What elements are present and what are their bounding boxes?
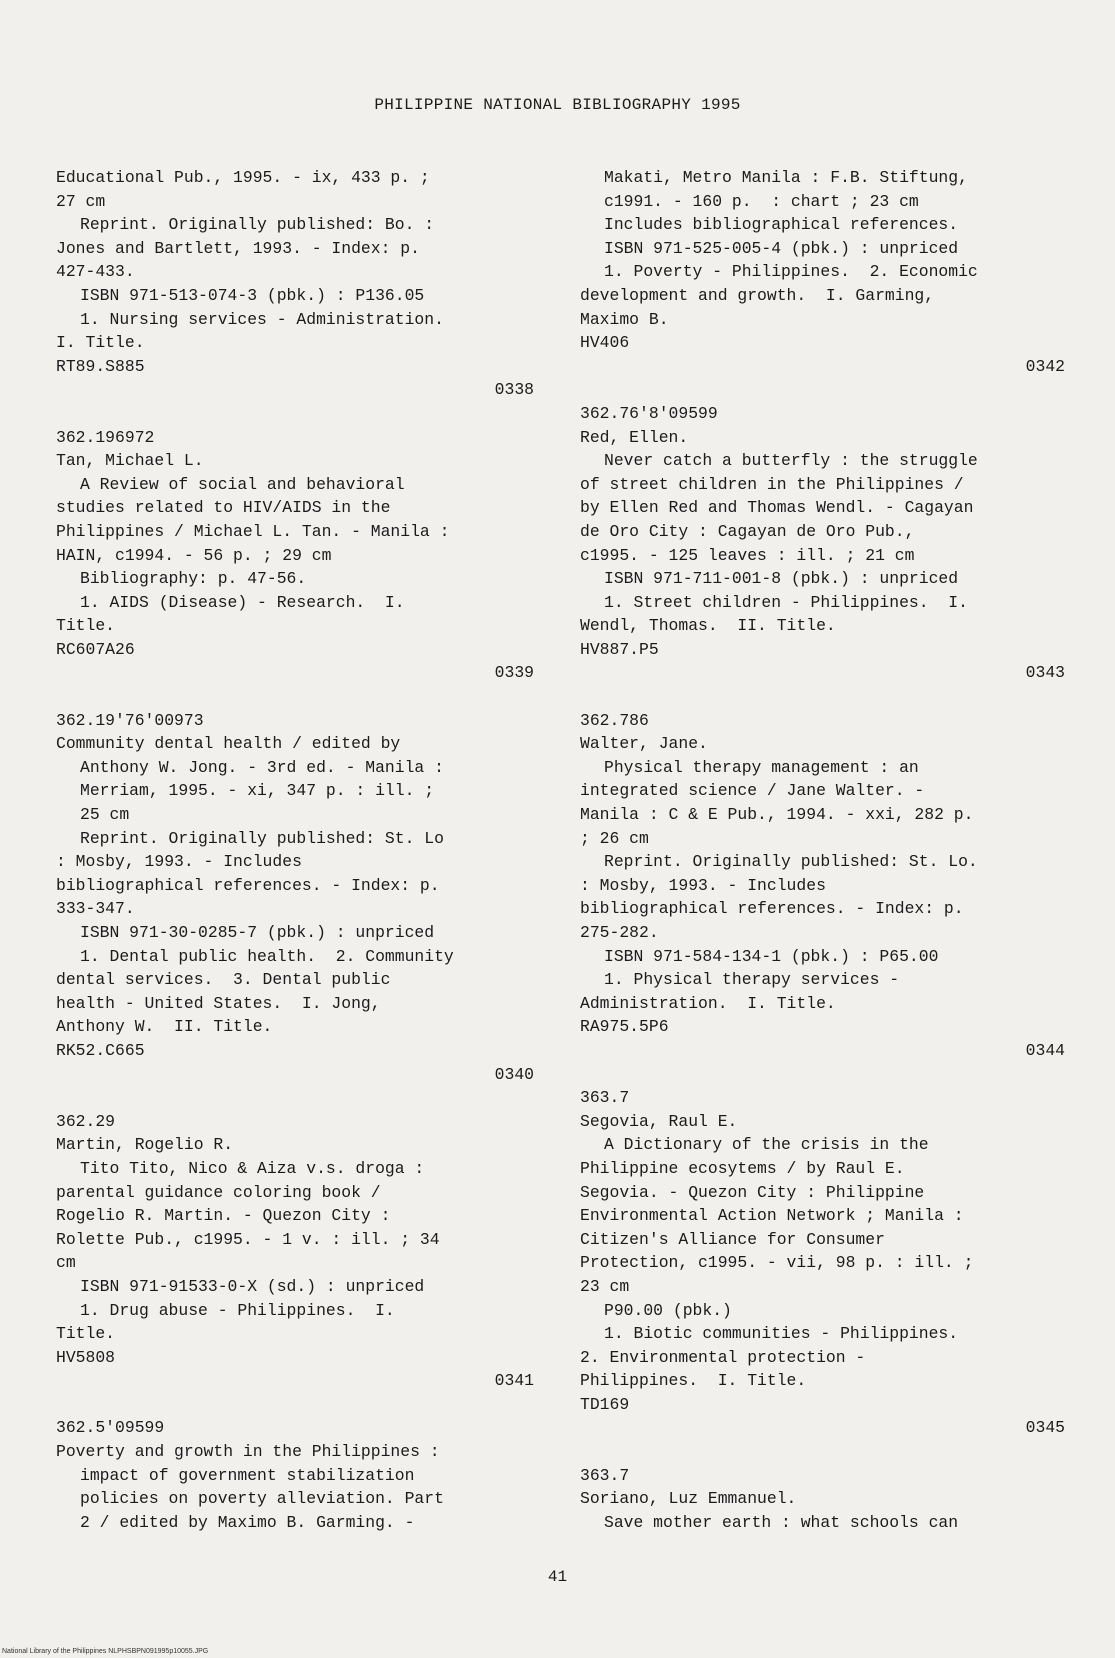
entry-line: RK52.C665 xyxy=(56,1040,145,1060)
entry-line: I. Title. xyxy=(56,333,145,353)
entry-line: Citizen's Alliance for Consumer xyxy=(580,1229,885,1249)
entry-line: bibliographical references. - Index: p. xyxy=(56,875,440,895)
entry-line: bibliographical references. - Index: p. xyxy=(580,899,964,919)
entry-line: 363.7 xyxy=(580,1465,630,1485)
entry-line: Red, Ellen. xyxy=(580,427,689,447)
entry-line: HV5808 xyxy=(56,1347,116,1367)
entry-line: HV887.P5 xyxy=(580,639,659,659)
entry-line: Tito Tito, Nico & Aiza v.s. droga : xyxy=(80,1158,425,1178)
entry-line: 1. Poverty - Philippines. 2. Economic xyxy=(604,262,978,282)
entry-line: Poverty and growth in the Philippines : xyxy=(56,1442,440,1462)
entry-line: 362.196972 xyxy=(56,427,155,447)
entry-line: c1991. - 160 p. : chart ; 23 cm xyxy=(604,191,919,211)
entry-line: Segovia, Raul E. xyxy=(580,1111,738,1131)
entry-gap xyxy=(580,1440,1065,1464)
entry-number: 0342 xyxy=(1025,356,1065,376)
entry-line: ISBN 971-584-134-1 (pbk.) : P65.00 xyxy=(604,946,939,966)
entry-line: 362.76'8'09599 xyxy=(580,403,718,423)
entry-line: Bibliography: p. 47-56. xyxy=(80,569,307,589)
entry-line: Wendl, Thomas. II. Title. xyxy=(580,616,836,636)
entry-line: Never catch a butterfly : the struggle xyxy=(604,451,978,471)
entry-line: Educational Pub., 1995. - ix, 433 p. ; xyxy=(56,168,430,187)
page-header: PHILIPPINE NATIONAL BIBLIOGRAPHY 1995 xyxy=(374,96,741,114)
entry-line: development and growth. I. Garming, xyxy=(580,285,935,305)
entry-line: Includes bibliographical references. xyxy=(604,215,959,235)
entry-line: Protection, c1995. - vii, 98 p. : ill. ; xyxy=(580,1253,974,1273)
entry-number: 0344 xyxy=(1025,1040,1065,1060)
entry-line: Martin, Rogelio R. xyxy=(56,1135,234,1155)
entry-line: A Review of social and behavioral xyxy=(80,474,405,494)
entry-number: 0340 xyxy=(494,1064,534,1084)
entry-line: Maximo B. xyxy=(580,309,669,329)
entry-line: Soriano, Luz Emmanuel. xyxy=(580,1489,797,1509)
footer-credit: National Library of the Philippines NLPHSBPN091995p10055.JPG xyxy=(2,1648,209,1655)
entry-line: Rolette Pub., c1995. - 1 v. : ill. ; 34 xyxy=(56,1229,440,1249)
right-column xyxy=(580,166,1065,1534)
entry-line: RA975.5P6 xyxy=(580,1017,669,1037)
entry-line: Community dental health / edited by xyxy=(56,734,401,754)
entry-line: Merriam, 1995. - xi, 347 p. : ill. ; xyxy=(80,781,435,801)
entry-number: 0345 xyxy=(1025,1418,1065,1438)
entry-line: Makati, Metro Manila : F.B. Stiftung, xyxy=(604,168,968,187)
entry-line: studies related to HIV/AIDS in the xyxy=(56,498,391,518)
entry-number: 0341 xyxy=(494,1371,534,1391)
entry-line: 333-347. xyxy=(56,899,135,919)
entry-line: 2. Environmental protection - xyxy=(580,1347,866,1367)
entry-line: Reprint. Originally published: Bo. : xyxy=(80,215,435,235)
left-column xyxy=(56,166,534,1534)
entry-line: 275-282. xyxy=(580,923,659,942)
entry-line: 362.786 xyxy=(580,710,649,730)
entry-line: : Mosby, 1993. - Includes xyxy=(580,875,826,895)
entry-number: 0338 xyxy=(494,380,534,400)
entry-line: Philippines / Michael L. Tan. - Manila : xyxy=(56,521,450,541)
entry-gap xyxy=(56,402,534,426)
entry-gap xyxy=(580,378,1065,402)
entry-line: Save mother earth : what schools can xyxy=(604,1512,959,1532)
entry-line: de Oro City : Cagayan de Oro Pub., xyxy=(580,521,915,541)
entry-gap xyxy=(580,685,1065,709)
entry-line: Jones and Bartlett, 1993. - Index: p. xyxy=(56,238,420,258)
entry-line: Manila : C & E Pub., 1994. - xxi, 282 p. xyxy=(580,805,974,825)
entry-line: 363.7 xyxy=(580,1088,630,1108)
entry-line: Administration. I. Title. xyxy=(580,993,836,1013)
entry-line: 1. Street children - Philippines. I. xyxy=(604,592,968,612)
entry-line: 1. Nursing services - Administration. xyxy=(80,309,444,329)
entry-line: Segovia. - Quezon City : Philippine xyxy=(580,1182,925,1202)
entry-number: 0339 xyxy=(494,663,534,683)
entry-line: policies on poverty alleviation. Part xyxy=(80,1489,444,1509)
entry-line: Tan, Michael L. xyxy=(56,451,204,471)
entry-line: A Dictionary of the crisis in the xyxy=(604,1135,929,1155)
entry-line: HV406 xyxy=(580,333,630,353)
entry-line: Title. xyxy=(56,1324,116,1344)
entry-line: 1. Dental public health. 2. Community xyxy=(80,946,454,966)
entry-line: 1. Physical therapy services - xyxy=(604,970,900,990)
entry-line: 1. AIDS (Disease) - Research. I. xyxy=(80,592,405,612)
entry-line: ISBN 971-513-074-3 (pbk.) : P136.05 xyxy=(80,285,425,305)
entry-line: ISBN 971-525-005-4 (pbk.) : unpriced xyxy=(604,238,959,258)
entry-line: by Ellen Red and Thomas Wendl. - Cagayan xyxy=(580,498,974,518)
entry-gap xyxy=(56,1393,534,1417)
entry-line: 23 cm xyxy=(580,1276,630,1296)
entry-line: ISBN 971-30-0285-7 (pbk.) : unpriced xyxy=(80,923,435,942)
entry-gap xyxy=(56,1086,534,1110)
entry-line: Title. xyxy=(56,616,116,636)
entry-line: ; 26 cm xyxy=(580,828,649,848)
entry-line: Philippine ecosytems / by Raul E. xyxy=(580,1158,905,1178)
entry-line: 1. Biotic communities - Philippines. xyxy=(604,1324,959,1344)
entry-line: 1. Drug abuse - Philippines. I. xyxy=(80,1300,395,1320)
entry-line: HAIN, c1994. - 56 p. ; 29 cm xyxy=(56,545,332,565)
entry-line: Reprint. Originally published: St. Lo. xyxy=(604,852,978,872)
entry-line: integrated science / Jane Walter. - xyxy=(580,781,925,801)
entry-line: Environmental Action Network ; Manila : xyxy=(580,1206,964,1226)
entry-line: 2 / edited by Maximo B. Garming. - xyxy=(80,1512,415,1532)
entry-line: 362.5'09599 xyxy=(56,1418,165,1438)
page-number: 41 xyxy=(547,1568,568,1586)
entry-number: 0343 xyxy=(1025,663,1065,683)
entry-line: : Mosby, 1993. - Includes xyxy=(56,852,302,872)
entry-line: of street children in the Philippines / xyxy=(580,474,964,494)
entry-gap xyxy=(56,685,534,709)
entry-line: Reprint. Originally published: St. Lo xyxy=(80,828,444,848)
entry-line: dental services. 3. Dental public xyxy=(56,970,391,990)
entry-line: 27 cm xyxy=(56,191,106,211)
entry-line: Anthony W. II. Title. xyxy=(56,1017,273,1037)
entry-line: RC607A26 xyxy=(56,639,135,659)
entry-line: cm xyxy=(56,1253,76,1273)
entry-line: health - United States. I. Jong, xyxy=(56,993,381,1013)
entry-line: 427-433. xyxy=(56,262,135,282)
entry-line: ISBN 971-711-001-8 (pbk.) : unpriced xyxy=(604,569,959,589)
entry-line: Rogelio R. Martin. - Quezon City : xyxy=(56,1206,391,1226)
entry-line: RT89.S885 xyxy=(56,356,145,376)
entry-line: c1995. - 125 leaves : ill. ; 21 cm xyxy=(580,545,915,565)
entry-line: TD169 xyxy=(580,1394,630,1414)
entry-line: 362.29 xyxy=(56,1111,116,1131)
entry-line: parental guidance coloring book / xyxy=(56,1182,381,1202)
entry-line: P90.00 (pbk.) xyxy=(604,1300,732,1320)
entry-line: 362.19'76'00973 xyxy=(56,710,204,730)
entry-line: 25 cm xyxy=(80,805,130,825)
entry-line: Walter, Jane. xyxy=(580,734,708,754)
entry-line: ISBN 971-91533-0-X (sd.) : unpriced xyxy=(80,1276,425,1296)
entry-gap xyxy=(580,1063,1065,1087)
entry-line: Anthony W. Jong. - 3rd ed. - Manila : xyxy=(80,757,444,777)
entry-line: Philippines. I. Title. xyxy=(580,1371,807,1391)
entry-line: impact of government stabilization xyxy=(80,1465,415,1485)
entry-line: Physical therapy management : an xyxy=(604,757,919,777)
